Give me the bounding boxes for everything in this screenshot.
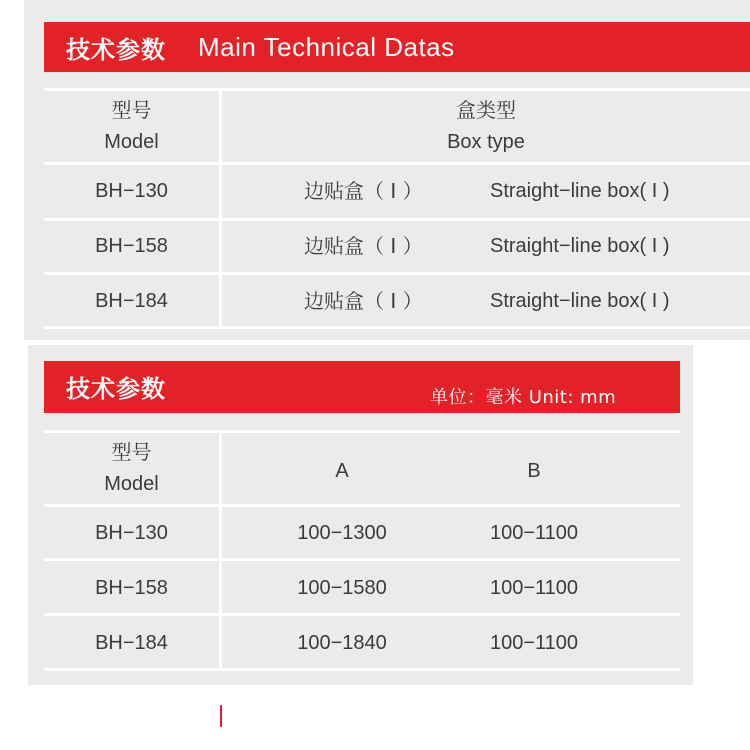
section-2-banner — [44, 361, 680, 413]
unit-label: 单位：毫米 Unit: mm — [430, 387, 617, 408]
table-divider — [44, 668, 680, 671]
section-2-title-cn: 技术参数 — [66, 375, 166, 403]
row-value-b: 100−1100 — [489, 522, 579, 544]
row-model: BH−184 — [95, 632, 168, 654]
table-divider — [44, 613, 680, 616]
row-box-type-cn: 边贴盒（ I ） — [304, 179, 423, 203]
row-value-a: 100−1840 — [297, 632, 387, 654]
table-divider — [44, 558, 680, 561]
row-value-a: 100−1580 — [297, 577, 387, 599]
row-model: BH−130 — [95, 180, 168, 202]
row-model: BH−184 — [95, 290, 168, 312]
section-1-title-cn: 技术参数 — [66, 35, 166, 64]
row-value-b: 100−1100 — [489, 577, 579, 599]
header-col-b: B — [527, 460, 541, 482]
row-box-type-en: Straight−line box( I ) — [490, 290, 670, 312]
table-divider — [44, 326, 750, 329]
row-box-type-en: Straight−line box( I ) — [490, 180, 670, 202]
table-divider — [44, 430, 680, 433]
row-box-type-en: Straight−line box( I ) — [490, 235, 670, 257]
table-divider — [44, 162, 750, 165]
header-model-cn: 型号 — [111, 98, 152, 122]
row-box-type-cn: 边贴盒（ I ） — [304, 289, 423, 313]
section-1-title-en: Main Technical Datas — [198, 31, 455, 62]
table-divider — [44, 504, 680, 507]
section-1-banner — [44, 22, 750, 72]
header-box-type-cn: 盒类型 — [456, 98, 516, 122]
table-divider — [44, 88, 750, 91]
row-model: BH−158 — [95, 235, 168, 257]
header-model-cn: 型号 — [111, 440, 152, 464]
row-model: BH−158 — [95, 577, 168, 599]
row-box-type-cn: 边贴盒（ I ） — [304, 234, 423, 258]
table-divider — [44, 272, 750, 275]
header-col-a: A — [335, 460, 349, 482]
red-line-mark — [220, 705, 222, 727]
table-divider — [44, 218, 750, 221]
row-model: BH−130 — [95, 522, 168, 544]
row-value-a: 100−1300 — [297, 522, 387, 544]
header-model-en: Model — [104, 131, 159, 153]
row-value-b: 100−1100 — [489, 632, 579, 654]
header-box-type-en: Box type — [447, 131, 525, 153]
header-model-en: Model — [104, 473, 159, 495]
